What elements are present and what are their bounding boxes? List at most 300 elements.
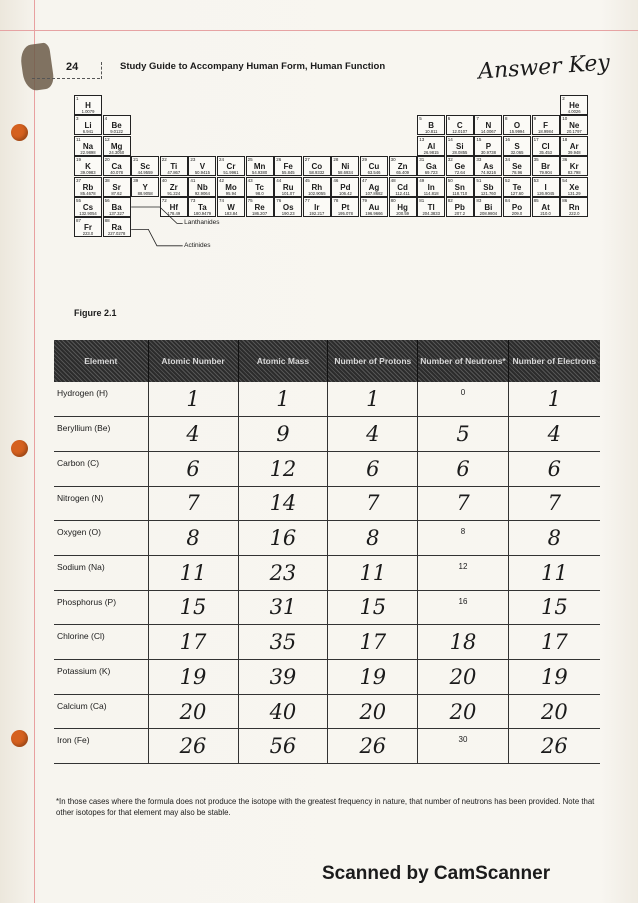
atomic-number-cell: 15 <box>148 590 238 625</box>
element-symbol: Re <box>254 203 265 212</box>
element-mass: 222.0 <box>568 211 580 216</box>
element-symbol: Y <box>142 182 148 192</box>
element-symbol: Ca <box>111 162 122 172</box>
electrons-cell: 20 <box>508 694 600 729</box>
neutrons-cell: 20 <box>418 660 508 695</box>
element-mass: 55.845 <box>281 170 295 176</box>
element-symbol: Cr <box>226 162 236 172</box>
column-header-3: Number of Protons <box>328 340 418 382</box>
element-name-cell: Carbon (C) <box>54 451 148 486</box>
element-symbol: H <box>85 101 91 110</box>
element-number: 47 <box>362 177 368 183</box>
element-mass: 209.0 <box>511 211 523 216</box>
element-number: 2 <box>562 96 565 101</box>
atomic-mass-cell: 12 <box>238 451 328 486</box>
element-number: 18 <box>562 136 568 142</box>
element-number: 54 <box>562 177 568 183</box>
neutrons-cell: 16 <box>418 590 508 625</box>
element-cell-ir <box>303 197 331 217</box>
element-mass: 32.065 <box>510 149 524 155</box>
element-symbol: Al <box>427 141 436 151</box>
element-mass: 18.9984 <box>538 129 554 135</box>
element-cell-p <box>474 136 502 156</box>
element-cell-c <box>446 115 474 135</box>
element-number: 7 <box>476 116 479 122</box>
electrons-cell: 17 <box>508 625 600 660</box>
element-mass: 12.0107 <box>452 129 468 135</box>
element-mass: 207.2 <box>454 211 466 216</box>
answer-key-handwritten: Answer Key <box>477 50 611 85</box>
element-symbol: In <box>427 182 435 192</box>
element-name-cell: Beryllium (Be) <box>54 417 148 452</box>
element-symbol: Nb <box>197 182 208 192</box>
element-symbol: S <box>514 141 520 151</box>
element-number: 53 <box>533 177 539 183</box>
element-mass: 65.409 <box>396 170 409 176</box>
element-number: 39 <box>133 177 139 183</box>
element-number: 28 <box>333 157 339 163</box>
element-symbol: Ag <box>368 182 380 192</box>
table-row <box>54 451 600 486</box>
atomic-mass-cell: 9 <box>238 417 328 452</box>
atomic-mass-cell: 39 <box>238 660 328 695</box>
neutrons-cell: 8 <box>418 521 508 556</box>
element-cell-in <box>417 177 445 197</box>
element-number: 46 <box>333 177 339 183</box>
element-number: 56 <box>104 198 110 203</box>
protons-cell: 6 <box>328 451 418 486</box>
lanthanides-label: Lanthanides <box>184 219 220 227</box>
element-mass: 102.9055 <box>308 190 326 196</box>
element-number: 23 <box>190 157 196 163</box>
element-symbol: Au <box>368 203 380 212</box>
element-mass: 127.60 <box>510 190 524 196</box>
element-mass: 40.078 <box>110 170 123 176</box>
table-header-row <box>54 340 600 382</box>
red-margin-line-top <box>0 30 638 31</box>
element-name-cell: Iron (Fe) <box>54 729 148 764</box>
element-cell-kr <box>560 156 588 176</box>
table-row <box>54 590 600 625</box>
header-dash-vertical <box>101 62 102 79</box>
element-symbol: Kr <box>569 162 579 172</box>
element-data-table <box>54 340 600 764</box>
element-symbol: Na <box>82 141 94 151</box>
binder-clip <box>19 42 55 92</box>
element-symbol: Ne <box>569 121 580 131</box>
element-cell-fe <box>274 156 302 176</box>
element-mass: 85.4678 <box>80 190 96 196</box>
element-cell-b <box>417 115 445 135</box>
element-cell-xe <box>560 177 588 197</box>
element-mass: 79.904 <box>539 170 552 176</box>
electrons-cell: 26 <box>508 729 600 764</box>
atomic-number-cell: 6 <box>148 451 238 486</box>
element-mass: 91.224 <box>167 190 181 196</box>
element-number: 5 <box>419 116 422 122</box>
lanthanide-leader <box>131 207 182 223</box>
element-cell-au <box>360 197 388 217</box>
element-mass: 63.546 <box>367 170 381 176</box>
element-symbol: K <box>85 162 91 172</box>
element-symbol: Ru <box>282 182 294 192</box>
table-row <box>54 694 600 729</box>
element-mass: 50.9415 <box>194 170 210 176</box>
element-number: 34 <box>505 157 511 163</box>
element-symbol: Po <box>511 203 523 212</box>
element-mass: 72.64 <box>454 170 466 176</box>
element-mass: 74.9216 <box>480 170 496 176</box>
element-cell-os <box>274 197 302 217</box>
element-symbol: Xe <box>569 182 580 192</box>
element-cell-as <box>474 156 502 176</box>
element-mass: 10.811 <box>424 129 438 135</box>
element-number: 24 <box>219 157 225 163</box>
element-number: 4 <box>104 116 108 122</box>
element-number: 25 <box>247 157 253 163</box>
element-symbol: Tc <box>255 182 264 192</box>
element-cell-rh <box>303 177 331 197</box>
element-symbol: Pb <box>454 203 465 212</box>
neutrons-cell: 30 <box>418 729 508 764</box>
element-symbol: B <box>428 121 435 131</box>
element-mass: 137.327 <box>109 211 125 216</box>
figure-caption: Figure 2.1 <box>74 308 117 318</box>
element-name-cell: Phosphorus (P) <box>54 590 148 625</box>
element-cell-f <box>532 115 560 135</box>
element-mass: 200.59 <box>396 211 409 216</box>
element-number: 36 <box>562 157 568 163</box>
element-number: 10 <box>562 116 568 122</box>
element-symbol: At <box>541 203 550 212</box>
table-row <box>54 486 600 521</box>
element-number: 15 <box>476 136 482 142</box>
element-number: 13 <box>419 136 425 142</box>
element-mass: 132.9054 <box>79 211 97 216</box>
neutrons-cell: 5 <box>418 417 508 452</box>
element-mass: 227.0278 <box>107 231 126 237</box>
element-symbol: Mn <box>253 162 266 172</box>
element-symbol: Ni <box>341 162 350 172</box>
electrons-cell: 19 <box>508 660 600 695</box>
element-mass: 26.9815 <box>423 149 439 155</box>
element-number: 3 <box>76 116 79 122</box>
element-cell-sn <box>446 177 474 197</box>
element-number: 81 <box>419 198 425 203</box>
electrons-cell: 7 <box>508 486 600 521</box>
atomic-mass-cell: 56 <box>238 729 328 764</box>
element-number: 51 <box>476 177 482 183</box>
protons-cell: 11 <box>328 555 418 590</box>
element-symbol: Cu <box>368 162 380 172</box>
element-number: 17 <box>533 136 539 142</box>
element-cell-ga <box>417 156 445 176</box>
column-header-5: Number of Electrons <box>508 340 600 382</box>
element-mass: 1.0079 <box>81 109 95 114</box>
element-number: 87 <box>76 218 82 224</box>
element-symbol: Ba <box>111 203 122 212</box>
element-symbol: He <box>569 101 580 110</box>
neutrons-cell: 7 <box>418 486 508 521</box>
atomic-mass-cell: 1 <box>238 382 328 417</box>
element-name-cell: Hydrogen (H) <box>54 382 148 417</box>
element-symbol: Mg <box>110 141 123 151</box>
element-mass: 107.8682 <box>365 190 383 196</box>
column-header-4: Number of Neutrons* <box>418 340 508 382</box>
table-row <box>54 555 600 590</box>
atomic-number-cell: 8 <box>148 521 238 556</box>
element-number: 44 <box>276 177 282 183</box>
element-symbol: Sn <box>454 182 465 192</box>
element-symbol: Sc <box>140 162 151 172</box>
element-cell-al <box>417 136 445 156</box>
element-mass: 9.0122 <box>110 129 123 135</box>
atomic-number-cell: 26 <box>148 729 238 764</box>
element-mass: 87.62 <box>111 190 122 196</box>
element-mass: 28.0855 <box>452 149 468 155</box>
element-mass: 92.9064 <box>194 190 210 196</box>
element-symbol: V <box>199 162 206 172</box>
element-mass: 78.96 <box>511 170 523 176</box>
element-mass: 114.818 <box>423 190 439 196</box>
electrons-cell: 15 <box>508 590 600 625</box>
table-row <box>54 382 600 417</box>
element-number: 19 <box>76 157 82 163</box>
element-mass: 195.078 <box>337 211 353 216</box>
red-margin-line-left <box>34 0 35 903</box>
element-number: 78 <box>333 198 339 203</box>
element-number: 29 <box>362 157 368 163</box>
element-mass: 192.217 <box>309 211 325 216</box>
element-mass: 112.411 <box>395 190 410 196</box>
neutrons-cell: 12 <box>418 555 508 590</box>
element-symbol: As <box>483 162 494 172</box>
element-number: 16 <box>505 136 511 142</box>
element-mass: 208.9804 <box>479 211 498 216</box>
element-number: 42 <box>219 177 225 183</box>
element-cell-br <box>532 156 560 176</box>
element-mass: 178.49 <box>167 211 181 216</box>
element-symbol: Hf <box>169 203 179 212</box>
element-number: 26 <box>276 157 282 163</box>
element-number: 32 <box>447 157 453 163</box>
element-symbol: Ti <box>170 162 178 172</box>
element-symbol: Ta <box>198 203 207 212</box>
element-mass: 210.0 <box>540 211 551 216</box>
element-symbol: Ar <box>569 141 579 151</box>
element-symbol: P <box>485 141 492 151</box>
element-number: 83 <box>476 198 482 203</box>
element-number: 82 <box>447 198 453 203</box>
element-symbol: C <box>456 121 463 131</box>
element-mass: 6.941 <box>82 129 94 135</box>
element-mass: 69.723 <box>424 170 438 176</box>
element-number: 75 <box>247 198 253 203</box>
atomic-number-cell: 11 <box>148 555 238 590</box>
atomic-number-cell: 4 <box>148 417 238 452</box>
element-symbol: Br <box>541 162 551 172</box>
element-cell-ni <box>331 156 359 176</box>
element-number: 6 <box>447 116 451 122</box>
atomic-number-cell: 20 <box>148 694 238 729</box>
element-symbol: Li <box>84 121 92 131</box>
element-number: 77 <box>304 198 310 203</box>
element-number: 88 <box>104 218 110 224</box>
element-number: 85 <box>533 198 539 203</box>
header-dash-rule <box>32 78 100 79</box>
element-number: 45 <box>304 177 310 183</box>
element-mass: 14.0067 <box>480 129 496 135</box>
element-number: 12 <box>104 136 110 142</box>
element-cell-s <box>503 136 531 156</box>
element-cell-co <box>303 156 331 176</box>
element-mass: 35.453 <box>539 149 552 155</box>
element-symbol: Os <box>282 203 294 212</box>
element-cell-te <box>503 177 531 197</box>
atomic-mass-cell: 14 <box>238 486 328 521</box>
binder-hole-2 <box>11 440 28 457</box>
element-name-cell: Nitrogen (N) <box>54 486 148 521</box>
element-mass: 98.0 <box>255 190 264 196</box>
neutrons-cell: 6 <box>418 451 508 486</box>
element-mass: 180.9479 <box>193 211 212 216</box>
atomic-mass-cell: 31 <box>238 590 328 625</box>
element-cell-se <box>503 156 531 176</box>
element-mass: 58.9332 <box>309 170 325 176</box>
element-symbol: N <box>485 121 492 131</box>
element-mass: 131.29 <box>567 190 581 196</box>
atomic-number-cell: 7 <box>148 486 238 521</box>
element-cell-cl <box>532 136 560 156</box>
element-mass: 101.07 <box>281 190 295 196</box>
element-number: 86 <box>562 198 568 203</box>
element-mass: 204.3833 <box>422 211 440 216</box>
element-symbol: F <box>543 121 549 131</box>
atomic-number-cell: 19 <box>148 660 238 695</box>
protons-cell: 19 <box>328 660 418 695</box>
atomic-mass-cell: 40 <box>238 694 328 729</box>
element-symbol: Ra <box>111 223 122 233</box>
actinides-label: Actinides <box>184 241 211 249</box>
element-mass: 30.9738 <box>480 149 496 155</box>
column-header-1: Atomic Number <box>148 340 238 382</box>
element-number: 1 <box>76 96 79 101</box>
element-symbol: W <box>227 203 235 212</box>
element-cell-hg <box>389 197 417 217</box>
protons-cell: 26 <box>328 729 418 764</box>
element-symbol: Cs <box>82 203 94 212</box>
element-cell-tl <box>417 197 445 217</box>
element-number: 8 <box>505 116 508 122</box>
element-cell-at <box>532 197 560 217</box>
atomic-mass-cell: 35 <box>238 625 328 660</box>
table-row <box>54 625 600 660</box>
element-number: 27 <box>304 157 310 163</box>
element-cell-si <box>446 136 474 156</box>
element-number: 9 <box>533 116 537 122</box>
protons-cell: 17 <box>328 625 418 660</box>
column-header-0: Element <box>54 340 148 382</box>
element-symbol: Zr <box>169 182 178 192</box>
element-mass: 190.23 <box>281 211 295 216</box>
element-symbol: Fe <box>283 162 293 172</box>
element-symbol: Sr <box>112 182 121 192</box>
element-mass: 4.0026 <box>567 109 581 114</box>
protons-cell: 15 <box>328 590 418 625</box>
neutrons-cell: 20 <box>418 694 508 729</box>
element-number: 14 <box>447 136 453 142</box>
table-row <box>54 521 600 556</box>
element-symbol: Pt <box>341 203 350 212</box>
element-symbol: Se <box>512 162 522 172</box>
element-cell-he <box>560 95 588 115</box>
element-cell-n <box>474 115 502 135</box>
element-number: 33 <box>476 157 482 163</box>
element-cell-pd <box>331 177 359 197</box>
periodic-table <box>74 95 590 275</box>
neutrons-cell: 0 <box>418 382 508 417</box>
element-mass: 183.84 <box>224 211 238 216</box>
element-number: 80 <box>390 198 396 203</box>
element-number: 41 <box>190 177 196 183</box>
element-mass: 196.9666 <box>365 211 383 216</box>
atomic-mass-cell: 23 <box>238 555 328 590</box>
electrons-cell: 1 <box>508 382 600 417</box>
atomic-number-cell: 17 <box>148 625 238 660</box>
element-symbol: Bi <box>484 203 493 212</box>
element-name-cell: Calcium (Ca) <box>54 694 148 729</box>
element-cell-ge <box>446 156 474 176</box>
element-mass: 22.9898 <box>80 149 96 155</box>
element-symbol: Te <box>512 182 522 192</box>
element-mass: 39.0983 <box>80 170 96 176</box>
element-number: 84 <box>505 198 511 203</box>
table-row <box>54 417 600 452</box>
element-cell-ar <box>560 136 588 156</box>
electrons-cell: 6 <box>508 451 600 486</box>
element-symbol: Cd <box>397 182 408 192</box>
protons-cell: 1 <box>328 382 418 417</box>
element-number: 40 <box>161 177 167 183</box>
element-number: 55 <box>76 198 82 203</box>
element-cell-cu <box>360 156 388 176</box>
camscanner-watermark: Scanned by CamScanner <box>322 863 551 884</box>
element-symbol: Be <box>111 121 122 131</box>
element-mass: 83.798 <box>567 170 581 176</box>
element-mass: 51.9961 <box>223 170 239 176</box>
table-row <box>54 729 600 764</box>
element-cell-rn <box>560 197 588 217</box>
element-mass: 95.94 <box>225 190 237 196</box>
element-symbol: Ir <box>314 203 320 212</box>
element-cell-cd <box>389 177 417 197</box>
element-mass: 24.3050 <box>109 149 125 155</box>
actinide-leader <box>131 229 182 245</box>
element-number: 76 <box>276 198 282 203</box>
element-cell-sb <box>474 177 502 197</box>
element-symbol: Co <box>311 162 323 172</box>
element-number: 38 <box>104 177 110 183</box>
element-symbol: Rh <box>311 182 323 192</box>
series-leader-lines <box>74 95 274 295</box>
protons-cell: 7 <box>328 486 418 521</box>
element-number: 49 <box>419 177 425 183</box>
footnote: *In those cases where the formula does not produce the isotope with the greatest frequency in nature, that number of neutrons has been provided. Note that other isotopes for that element may also be stable. <box>56 797 595 817</box>
element-name-cell: Chlorine (Cl) <box>54 625 148 660</box>
element-symbol: Si <box>456 141 464 151</box>
element-symbol: Fr <box>84 223 92 233</box>
element-mass: 44.9559 <box>137 170 153 176</box>
